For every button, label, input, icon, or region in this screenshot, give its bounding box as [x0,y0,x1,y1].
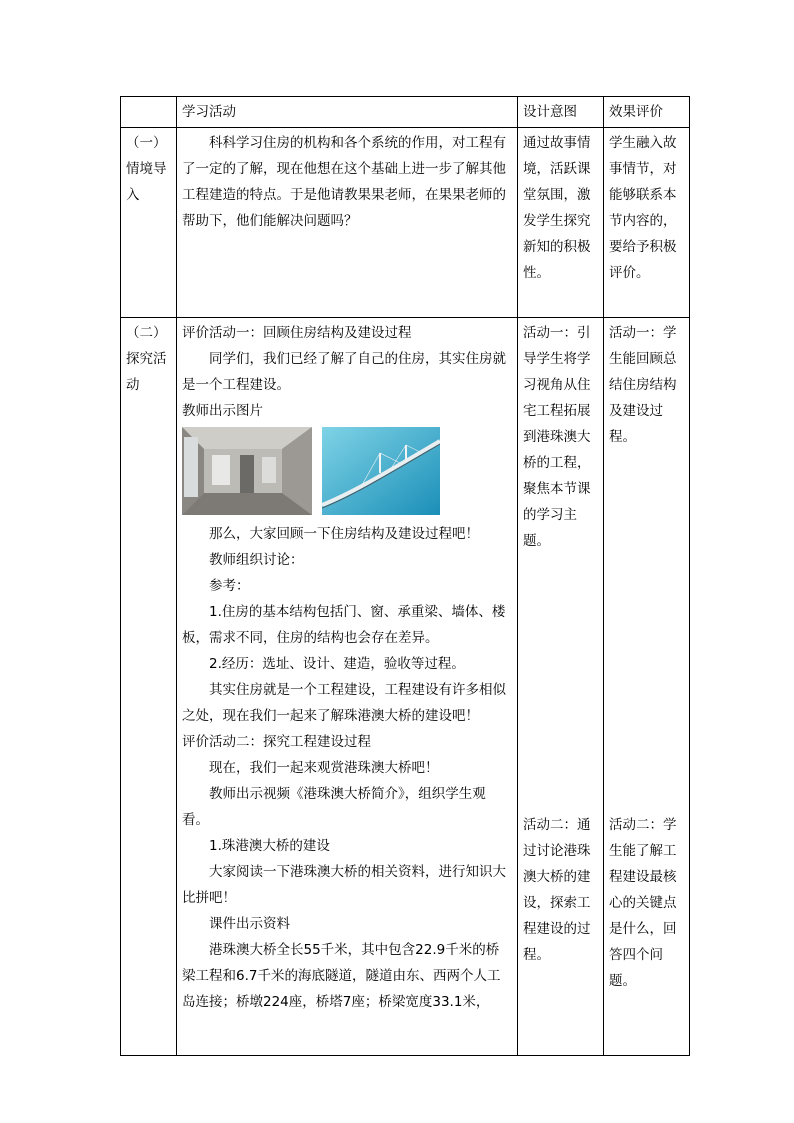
row-explore-activity [121,318,690,1056]
activity-line: 教师出示视频《港珠澳大桥简介》，组织学生观看。 [182,786,486,828]
header-row [121,97,690,128]
header-activity: 学习活动 [177,97,518,128]
activity-line: 教师出示图片 [182,403,263,419]
lesson-plan-table [120,96,690,1056]
empty-room-photo [182,427,312,515]
activity-situation-intro [177,128,518,318]
activity-line: 同学们，我们已经了解了自己的住房，其实住房就是一个工程建设。 [182,351,506,393]
header-evaluation: 效果评价 [604,97,690,128]
activity-text: 科科学习住房的机构和各个系统的作用，对工程有了一定的了解，现在他想在这个基础上进一步了解其他工程建造的特点。于是他请教果果老师，在果果老师的帮助下，他们能解决问题吗？ [182,135,506,229]
evaluation-activity-2: 活动二：学生能了解工程建设最核心的关键点是什么，回答四个问题。 [609,817,677,989]
evaluation-activity-1: 活动一：学生能回顾总结住房结构及建设过程。 [609,325,677,445]
evaluation-situation-intro: 学生融入故事情节，对能够联系本节内容的，要给予积极评价。 [604,128,690,318]
activity-line: 其实住房就是一个工程建设，工程建设有许多相似之处，现在我们一起来了解珠港澳大桥的建设吧！ [182,682,506,724]
stage-situation-intro: （一）情境导入 [121,128,177,318]
photo-row [182,427,512,517]
intent-activity-2: 活动二：通过讨论港珠澳大桥的建设，探索工程建设的过程。 [523,817,591,963]
activity-explore [177,318,518,1056]
evaluation-gap [609,450,684,812]
intent-activity-1: 活动一：引导学生将学习视角从住宅工程拓展到港珠澳大桥的工程，聚焦本节课的学习主题。 [523,325,591,549]
header-intent: 设计意图 [518,97,604,128]
activity-line: 2.经历：选址、设计、建造，验收等过程。 [209,656,465,672]
activity-line: 参考： [209,578,250,594]
intent-explore [518,318,604,1056]
bridge-over-sea-photo [322,427,440,515]
stage-explore: （二）探究活动 [121,318,177,1056]
activity-line: 现在，我们一起来观赏港珠澳大桥吧！ [209,760,439,776]
activity-line: 那么，大家回顾一下住房结构及建设过程吧！ [209,526,479,542]
evaluation-explore [604,318,690,1056]
intent-gap [523,554,598,812]
activity-line: 课件出示资料 [209,916,290,932]
activity-heading-1: 评价活动一：回顾住房结构及建设过程 [182,325,412,341]
activity-line: 1.住房的基本结构包括门、窗、承重梁、墙体、楼板，需求不同，住房的结构也会存在差异。 [182,604,506,646]
activity-line: 1.珠港澳大桥的建设 [209,838,330,854]
header-empty [121,97,177,128]
activity-line: 港珠澳大桥全长55千米，其中包含22.9千米的桥梁工程和6.7千米的海底隧道，隧道由东、西两个人工岛连接；桥墩224座，桥塔7座；桥梁宽度33.1米， [182,942,501,1010]
intent-situation-intro: 通过故事情境，活跃课堂氛围，激发学生探究新知的积极性。 [518,128,604,318]
activity-line: 教师组织讨论： [209,552,304,568]
activity-heading-2: 评价活动二：探究工程建设过程 [182,734,371,750]
activity-line: 大家阅读一下港珠澳大桥的相关资料，进行知识大比拼吧！ [182,864,506,906]
row-situation-intro [121,128,690,318]
